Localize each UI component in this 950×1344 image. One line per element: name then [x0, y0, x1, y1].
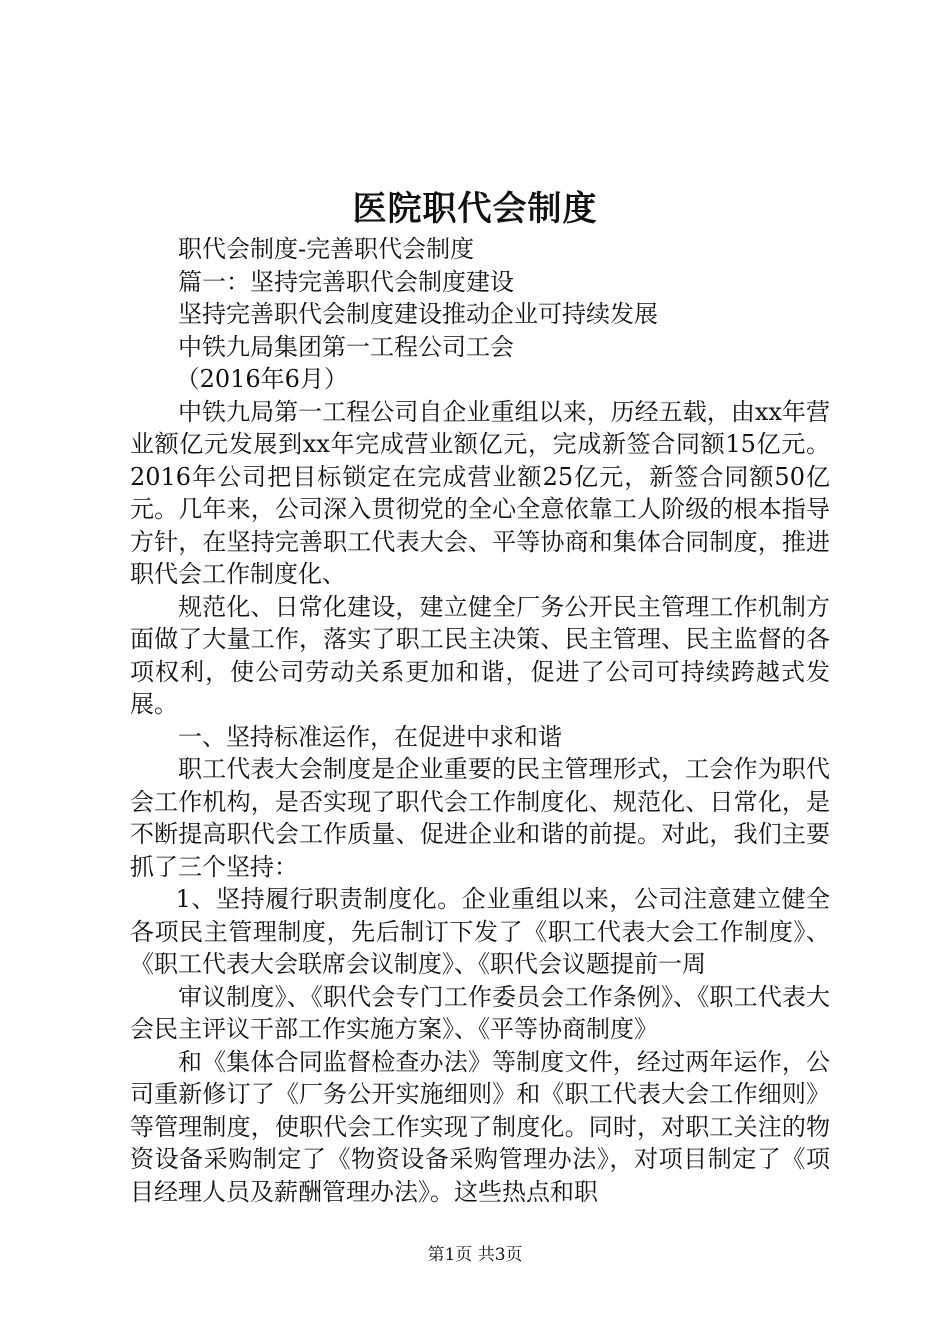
paragraph: 中铁九局第一工程公司自企业重组以来，历经五载，由xx年营业额亿元发展到xx年完成营业额亿元，完成新签合同额15亿元。2016年公司把目标锁定在完成营业额25亿元，新签合同额50亿元。几年来，公司深入贯彻党的全心全意依靠工人阶级的根本指导方针，在坚持完善职工代表大会、平等协商和集体合同制度，推进职代会工作制度化、 — [130, 397, 830, 588]
paragraph: 篇一：坚持完善职代会制度建设 — [178, 267, 514, 296]
paragraph: 1、坚持履行职责制度化。企业重组以来，公司注意建立健全各项民主管理制度，先后制订下发了《职工代表大会工作制度》、《职工代表大会联席会议制度》、《职代会议题提前一周 — [130, 885, 830, 978]
paragraph: 一、坚持标准运作，在促进中求和谐 — [178, 722, 562, 751]
document-body — [130, 233, 830, 1208]
paragraph: 职工代表大会制度是企业重要的民主管理形式，工会作为职代会工作机构，是否实现了职代会工作制度化、规范化、日常化，是不断提高职代会工作质量、促进企业和谐的前提。对此，我们主要抓了三个坚持： — [130, 755, 830, 881]
paragraph: 和《集体合同监督检查办法》等制度文件，经过两年运作，公司重新修订了《厂务公开实施细则》和《职工代表大会工作细则》等管理制度，使职代会工作实现了制度化。同时，对职工关注的物资设备采购制定了《物资设备采购管理办法》，对项目制定了《项目经理人员及薪酬管理办法》。这些热点和职 — [130, 1047, 830, 1206]
paragraph: 中铁九局集团第一工程公司工会 — [178, 332, 514, 361]
page-footer: 第1页 共3页 — [427, 1245, 523, 1265]
document-title: 医院职代会制度 — [352, 189, 598, 229]
paragraph: （2016年6月） — [175, 365, 348, 393]
paragraph: 职代会制度-完善职代会制度 — [178, 235, 475, 263]
paragraph: 审议制度》、《职代会专门工作委员会工作条例》、《职工代表大会民主评议干部工作实施方案》、《平等协商制度》 — [130, 982, 830, 1043]
paragraph: 坚持完善职代会制度建设推动企业可持续发展 — [178, 300, 658, 328]
paragraph: 规范化、日常化建设，建立健全厂务公开民主管理工作机制方面做了大量工作，落实了职工民主决策、民主管理、民主监督的各项权利，使公司劳动关系更加和谐，促进了公司可持续跨越式发展。 — [130, 592, 830, 718]
